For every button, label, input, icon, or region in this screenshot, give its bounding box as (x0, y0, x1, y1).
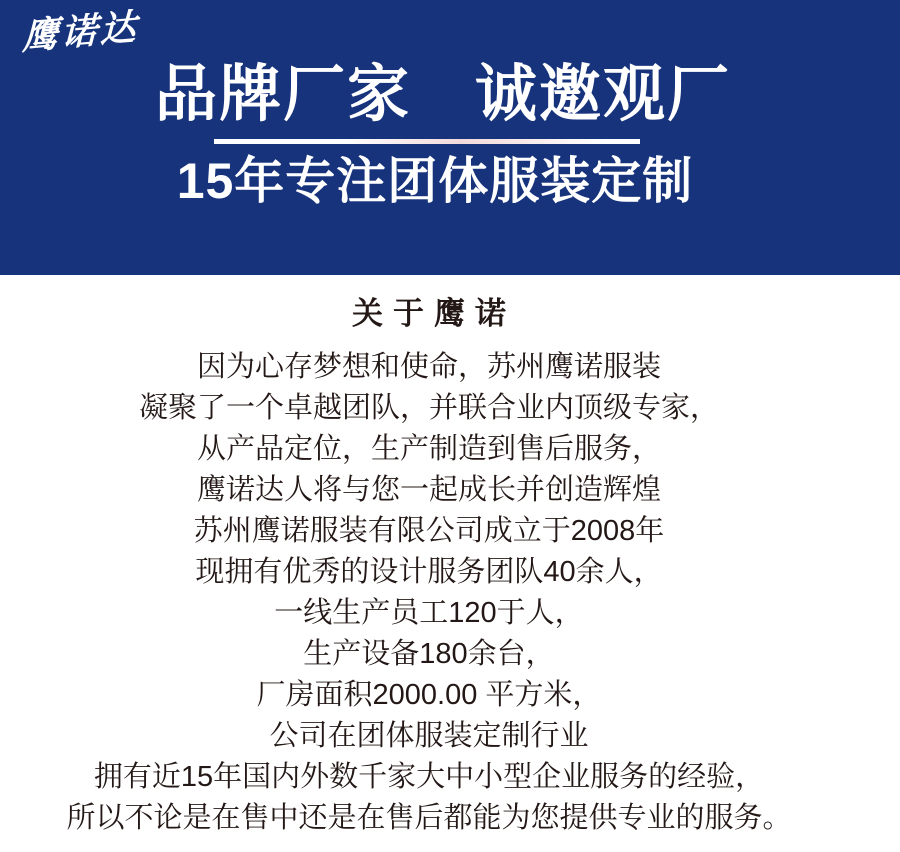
about-line: 鹰诺达人将与您一起成长并创造辉煌 (196, 474, 661, 507)
about-line: 所以不论是在售中还是在售后都能为您提供专业的服务。 (66, 802, 792, 835)
about-line: 苏州鹰诺服装有限公司成立于2008年 (193, 515, 665, 548)
header-subtitle: 15年专注团体服装定制 (176, 153, 694, 210)
brand-logo: 鹰诺达 (21, 5, 140, 58)
about-line: 生产设备180余台， (303, 638, 555, 671)
header-divider-line (214, 139, 640, 144)
about-line: 一线生产员工120于人， (274, 597, 584, 630)
about-heading: 关于鹰诺 (352, 296, 516, 331)
about-line: 现拥有优秀的设计服务团队40余人， (195, 556, 663, 589)
about-line: 厂房面积2000.00 平方米， (256, 679, 602, 712)
about-line: 因为心存梦想和使命，苏州鹰诺服装 (196, 351, 661, 384)
about-section (0, 275, 900, 839)
about-paragraph (0, 347, 900, 839)
header-title: 品牌厂家 诚邀观厂 (154, 60, 731, 129)
about-line: 拥有近15年国内外数千家大中小型企业服务的经验， (93, 761, 765, 794)
about-line: 公司在团体服装定制行业 (269, 720, 589, 753)
header-banner (0, 0, 900, 275)
about-line: 从产品定位，生产制造到售后服务， (196, 433, 661, 466)
about-line: 凝聚了一个卓越团队，并联合业内顶级专家， (138, 392, 719, 425)
